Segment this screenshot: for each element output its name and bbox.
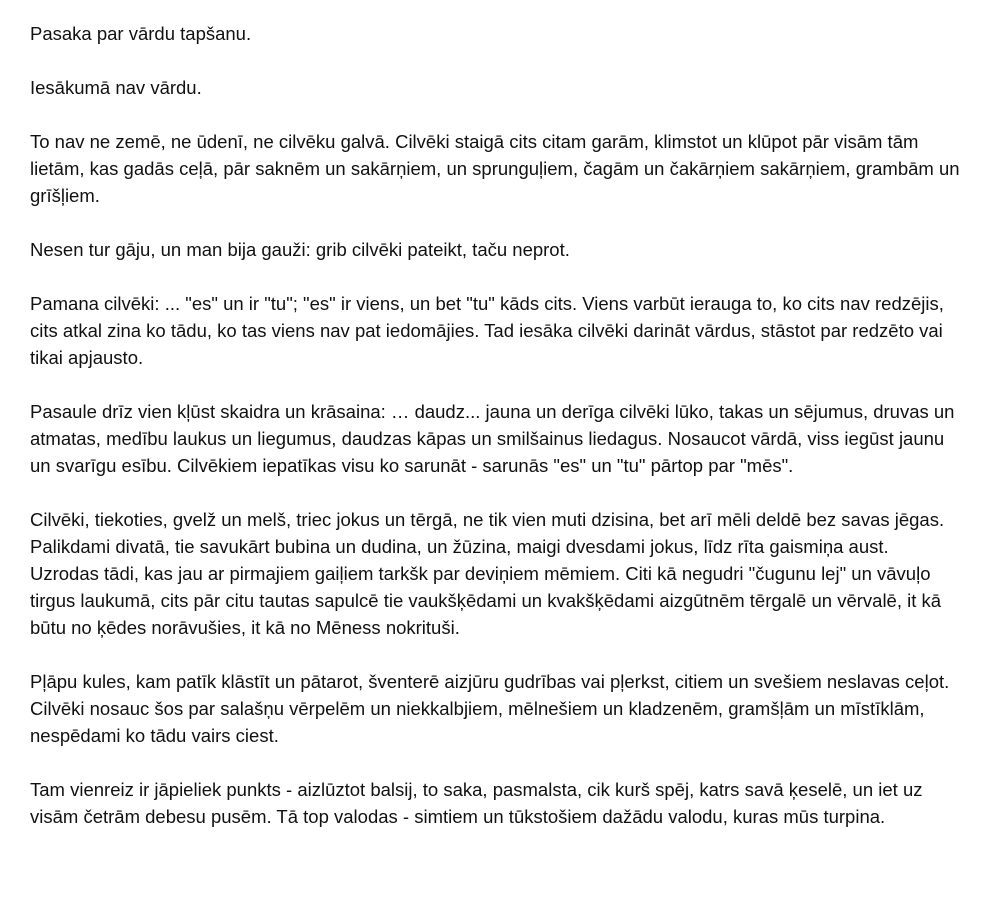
document-body — [30, 20, 960, 830]
paragraph: To nav ne zemē, ne ūdenī, ne cilvēku galvā. Cilvēki staigā cits citam garām, klimstot un klūpot pār visām tām lietām, kas gadās ceļā, pār saknēm un sakārņiem, un sprunguļiem, čagām un čakārņiem sakārņiem, grambām un grīšļiem. — [30, 131, 960, 206]
paragraph: Pļāpu kules, kam patīk klāstīt un pātarot, šventerē aizjūru gudrības vai pļerkst, citiem un svešiem neslavas ceļot. Cilvēki nosauc šos par salašņu vērpelēm un niekkalbjiem, mēlnešiem un kladzenēm, gramšļām un mīstīklām, nespēdami ko tādu vairs ciest. — [30, 671, 950, 746]
paragraph: Nesen tur gāju, un man bija gauži: grib cilvēki pateikt, taču neprot. — [30, 239, 570, 260]
paragraph: Cilvēki, tiekoties, gvelž un melš, triec jokus un tērgā, ne tik vien muti dzisina, bet arī mēli deldē bez savas jēgas. Palikdami divatā, tie savukārt bubina un dudina, un žūzina, maigi dvesdami jokus, līdz rīta gaismiņa aust. Uzrodas tādi, kas jau ar pirmajiem gaiļiem tarkšk par deviņiem mēmiem. Citi kā negudri "čugunu lej" un vāvuļo tirgus laukumā, cits pār citu tautas sapulcē tie vaukšķēdami un kvakšķēdami aizgūtnēm tērgalē un vērvalē, it kā būtu no ķēdes norāvušies, it kā no Mēness nokrituši. — [30, 509, 945, 638]
paragraph: Tam vienreiz ir jāpieliek punkts - aizlūztot balsij, to saka, pasmalsta, cik kurš spēj, katrs savā ķeselē, un iet uz visām četrām debesu pusēm. Tā top valodas - simtiem un tūkstošiem dažādu valodu, kuras mūs turpina. — [30, 779, 923, 827]
paragraph: Pamana cilvēki: ... "es" un ir "tu"; "es" ir viens, un bet "tu" kāds cits. Viens varbūt ierauga to, ko cits nav redzējis, cits atkal zina ko tādu, ko tas viens nav pat iedomājies. Tad iesāka cilvēki darināt vārdus, stāstot par redzēto vai tikai apjausto. — [30, 293, 944, 368]
paragraph: Pasaule drīz vien kļūst skaidra un krāsaina: … daudz... jauna un derīga cilvēki lūko, takas un sējumus, druvas un atmatas, medību laukus un liegumus, daudzas kāpas un smilšainus liedagus. Nosaucot vārdā, viss iegūst jaunu un svarīgu esību. Cilvēkiem iepatīkas visu ko sarunāt - sarunās "es" un "tu" pārtop par "mēs". — [30, 401, 955, 476]
document-title: Pasaka par vārdu tapšanu. — [30, 23, 252, 44]
paragraph: Iesākumā nav vārdu. — [30, 77, 202, 98]
